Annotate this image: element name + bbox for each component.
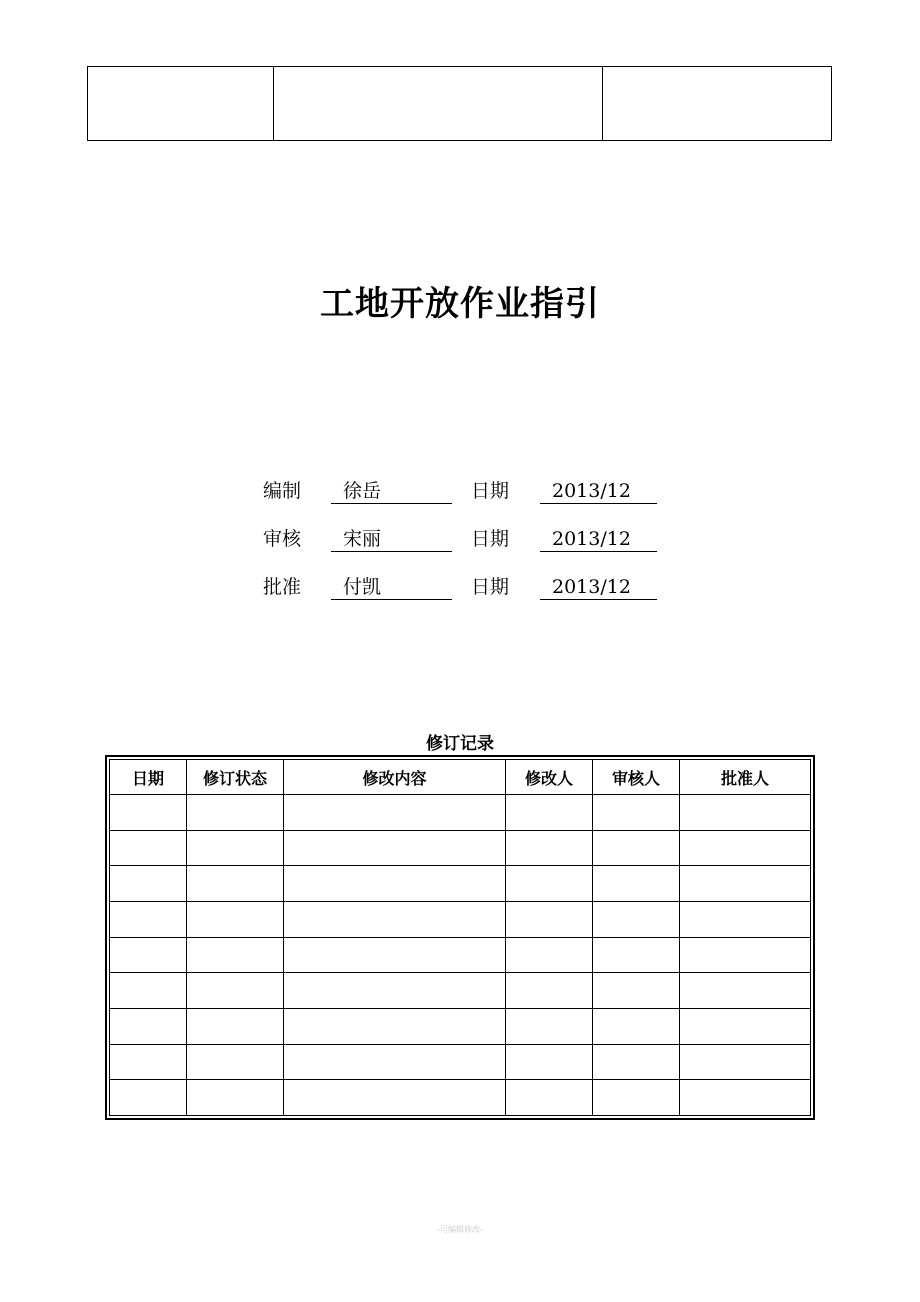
table-row	[110, 1008, 811, 1044]
table-cell	[593, 901, 680, 937]
signoff-date: 2013/12	[540, 524, 657, 552]
table-cell	[680, 1008, 811, 1044]
table-cell	[680, 1080, 811, 1116]
table-cell	[593, 1044, 680, 1080]
signoff-role: 批准	[263, 576, 302, 598]
table-cell	[110, 1080, 187, 1116]
table-cell	[506, 1080, 593, 1116]
signoff-date-label: 日期	[471, 528, 510, 550]
table-cell	[187, 901, 284, 937]
table-cell	[284, 1008, 506, 1044]
table-cell	[110, 901, 187, 937]
revision-body	[110, 795, 811, 1116]
header-box	[87, 66, 832, 141]
table-cell	[506, 795, 593, 831]
col-header-approver: 批准人	[680, 760, 811, 795]
header-cell-logo	[88, 67, 274, 140]
table-cell	[187, 1044, 284, 1080]
table-cell	[110, 866, 187, 902]
table-cell	[187, 830, 284, 866]
table-cell	[110, 1008, 187, 1044]
table-cell	[110, 795, 187, 831]
table-cell	[680, 901, 811, 937]
table-cell	[506, 973, 593, 1009]
table-cell	[680, 973, 811, 1009]
document-title: 工地开放作业指引	[320, 284, 600, 324]
revision-caption: 修订记录	[426, 734, 494, 754]
table-cell	[187, 1008, 284, 1044]
signoff-name: 宋丽	[331, 524, 452, 552]
signoff-name: 付凯	[331, 572, 452, 600]
table-cell	[506, 866, 593, 902]
col-header-date: 日期	[110, 760, 187, 795]
signoff-date: 2013/12	[540, 476, 657, 504]
table-cell	[506, 1044, 593, 1080]
signoff-name: 徐岳	[331, 476, 452, 504]
table-cell	[680, 866, 811, 902]
table-cell	[110, 973, 187, 1009]
table-cell	[680, 830, 811, 866]
revision-header-row	[110, 760, 811, 795]
table-cell	[506, 830, 593, 866]
table-cell	[506, 1008, 593, 1044]
table-row	[110, 795, 811, 831]
header-cell-title	[274, 67, 603, 140]
table-row	[110, 901, 811, 937]
table-cell	[187, 937, 284, 973]
col-header-status: 修订状态	[187, 760, 284, 795]
revision-table-frame	[105, 755, 815, 1120]
table-cell	[506, 937, 593, 973]
table-cell	[187, 973, 284, 1009]
signoff-role: 审核	[263, 528, 302, 550]
table-cell	[284, 830, 506, 866]
page-footer: -可编辑修改-	[437, 1225, 483, 1234]
signoff-role: 编制	[263, 480, 302, 502]
table-cell	[110, 830, 187, 866]
table-cell	[284, 866, 506, 902]
table-cell	[284, 901, 506, 937]
table-cell	[680, 795, 811, 831]
col-header-modifier: 修改人	[506, 760, 593, 795]
table-cell	[284, 973, 506, 1009]
table-cell	[593, 830, 680, 866]
table-cell	[284, 1044, 506, 1080]
table-cell	[187, 795, 284, 831]
table-cell	[284, 1080, 506, 1116]
table-cell	[110, 1044, 187, 1080]
revision-table	[109, 759, 811, 1116]
signoff-date-label: 日期	[471, 480, 510, 502]
table-cell	[593, 795, 680, 831]
table-row	[110, 866, 811, 902]
table-cell	[593, 1080, 680, 1116]
table-row	[110, 937, 811, 973]
table-cell	[593, 866, 680, 902]
table-row	[110, 830, 811, 866]
header-cell-code	[603, 67, 831, 140]
table-cell	[284, 937, 506, 973]
table-cell	[110, 937, 187, 973]
signoff-date: 2013/12	[540, 572, 657, 600]
table-row	[110, 1044, 811, 1080]
table-cell	[187, 866, 284, 902]
table-cell	[506, 901, 593, 937]
table-cell	[593, 1008, 680, 1044]
table-cell	[187, 1080, 284, 1116]
table-cell	[680, 1044, 811, 1080]
col-header-content: 修改内容	[284, 760, 506, 795]
table-row	[110, 1080, 811, 1116]
table-cell	[680, 937, 811, 973]
table-cell	[593, 973, 680, 1009]
signoff-date-label: 日期	[471, 576, 510, 598]
table-cell	[284, 795, 506, 831]
col-header-reviewer: 审核人	[593, 760, 680, 795]
table-cell	[593, 937, 680, 973]
table-row	[110, 973, 811, 1009]
